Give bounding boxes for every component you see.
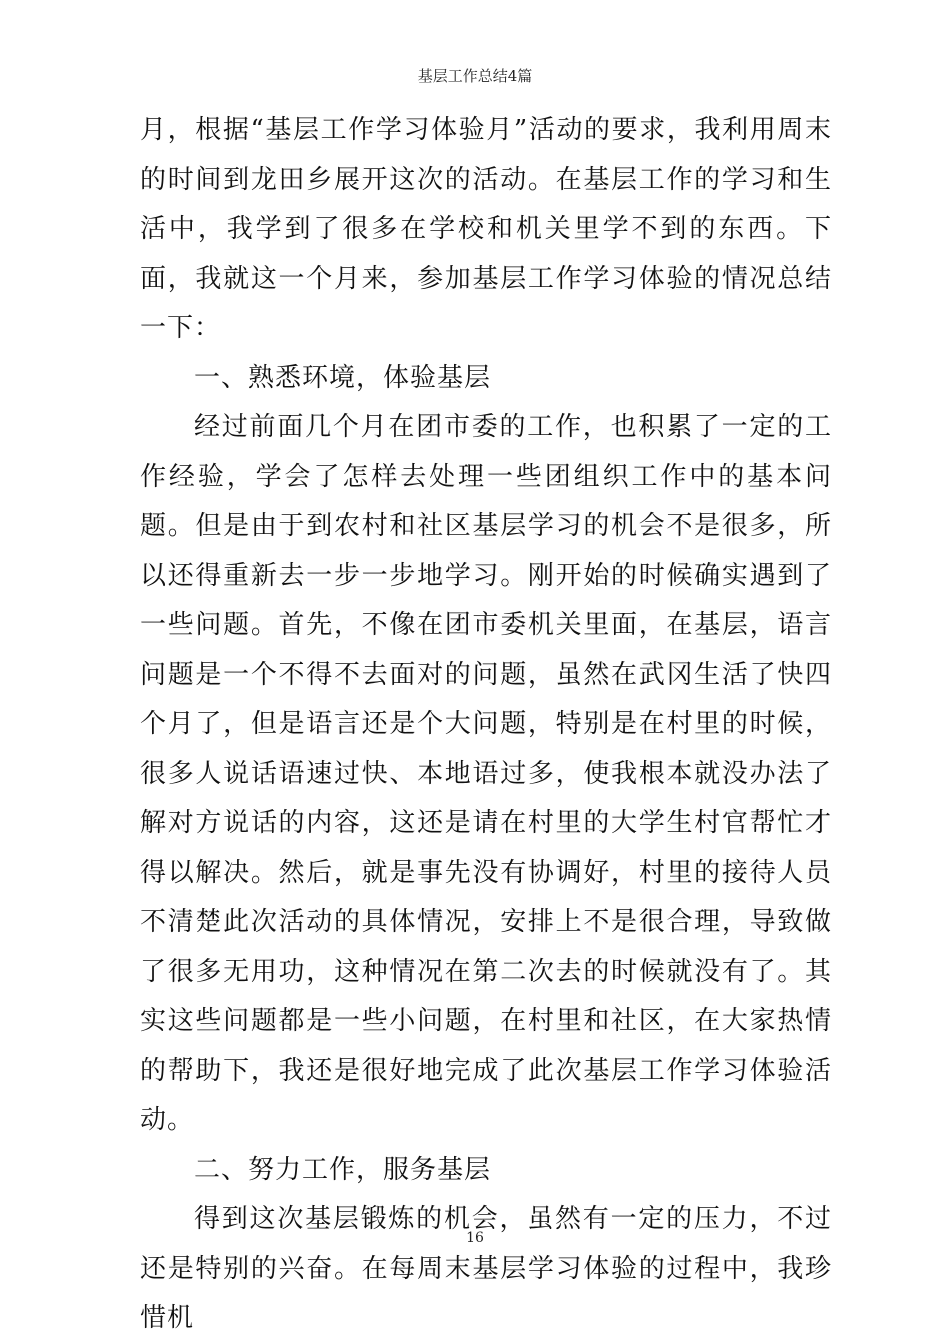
page-number: 16	[466, 1230, 484, 1246]
document-body	[140, 106, 832, 1344]
paragraph-section-1: 经过前面几个月在团市委的工作，也积累了一定的工作经验，学会了怎样去处理一些团组织工作中的基本问题。但是由于到农村和社区基层学习的机会不是很多，所以还得重新去一步一步地学习。刚开始的时候确实遇到了一些问题。首先，不像在团市委机关里面，在基层，语言问题是一个不得不去面对的问题，虽然在武冈生活了快四个月了，但是语言还是个大问题，特别是在村里的时候，很多人说话语速过快、本地语过多，使我根本就没办法了解对方说话的内容，这还是请在村里的大学生村官帮忙才得以解决。然后，就是事先没有协调好，村里的接待人员不清楚此次活动的具体情况，安排上不是很合理，导致做了很多无用功，这种情况在第二次去的时候就没有了。其实这些问题都是一些小问题，在村里和社区，在大家热情的帮助下，我还是很好地完成了此次基层工作学习体验活动。	[140, 412, 832, 1135]
section-heading-2: 二、努力工作，服务基层	[194, 1154, 492, 1185]
paragraph-section-2: 得到这次基层锻炼的机会，虽然有一定的压力，不过还是特别的兴奋。在每周末基层学习体验的过程中，我珍惜机	[140, 1204, 832, 1333]
page-header-title: 基层工作总结4篇	[417, 67, 533, 85]
section-heading-1: 一、熟悉环境，体验基层	[194, 362, 492, 393]
paragraph-continuation: 月，根据“基层工作学习体验月”活动的要求，我利用周末的时间到龙田乡展开这次的活动。在基层工作的学习和生活中，我学到了很多在学校和机关里学不到的东西。下面，我就这一个月来，参加基层工作学习体验的情况总结一下：	[140, 115, 832, 343]
